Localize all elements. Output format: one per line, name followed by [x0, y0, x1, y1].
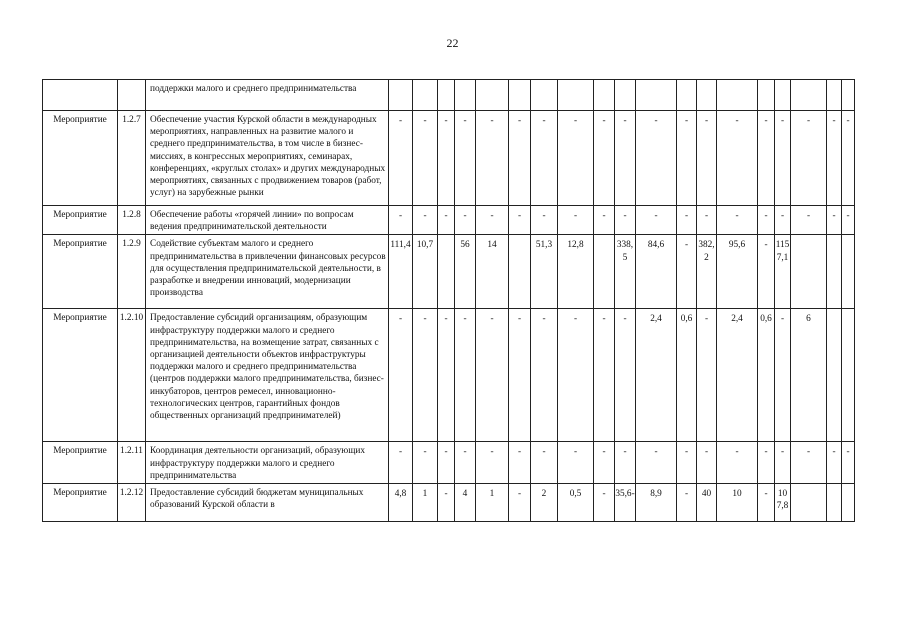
value-text: - — [463, 447, 467, 458]
value-cell — [531, 484, 558, 522]
value-cell — [697, 309, 717, 442]
value-cell — [677, 442, 697, 484]
value-cell — [842, 80, 855, 111]
value-text: - — [704, 314, 709, 325]
value-text: - — [832, 211, 836, 221]
row-type-cell — [43, 80, 118, 111]
value-cell — [531, 80, 558, 111]
value-cell — [594, 484, 615, 522]
value-cell — [509, 484, 531, 522]
value-cell — [842, 484, 855, 522]
value-cell — [758, 111, 775, 206]
value-cell — [615, 484, 636, 522]
value-text: 107,8 — [776, 489, 789, 512]
row-code-cell: 1.2.11 — [118, 442, 146, 484]
value-cell — [438, 206, 455, 235]
value-cell — [413, 111, 438, 206]
value-text: - — [735, 447, 739, 458]
value-cell — [775, 80, 791, 111]
value-cell — [775, 235, 791, 309]
value-cell — [455, 235, 476, 309]
value-cell — [455, 442, 476, 484]
value-cell — [615, 80, 636, 111]
value-cell — [413, 484, 438, 522]
value-cell — [758, 309, 775, 442]
value-cell — [531, 235, 558, 309]
value-text: - — [398, 211, 403, 221]
row-description-cell: Предоставление субсидий организациям, образующим инфраструктуру поддержки малого и среднего предпринимательства, на возмещение затрат, связанных с организацией деятельности объектов инфраструктуры поддержки малого и среднего предпринимательства (центров поддержки малого предпринимательства, бизнес-инкубаторов, центров ремесел, инновационно-технологических центров, гарантийных фондов общественных организаций предпринимателей) — [146, 309, 389, 442]
value-text: 12,8 — [567, 240, 584, 251]
row-description-cell: Обеспечение работы «горячей линии» по вопросам ведения предпринимательской деятельности — [146, 206, 389, 235]
row-description-cell: Координация деятельности организаций, образующих инфраструктуру поддержки малого и среднего предпринимательства — [146, 442, 389, 484]
value-cell — [827, 484, 842, 522]
value-text: - — [780, 116, 785, 126]
value-cell — [531, 206, 558, 235]
value-cell — [615, 111, 636, 206]
value-cell — [775, 111, 791, 206]
value-cell — [476, 484, 509, 522]
value-text: - — [654, 116, 658, 126]
value-text: 51,3 — [535, 240, 553, 251]
value-text: - — [573, 116, 578, 126]
value-cell — [791, 80, 827, 111]
value-cell — [476, 235, 509, 309]
row-type-cell: Мероприятие — [43, 309, 118, 442]
value-cell — [842, 442, 855, 484]
value-text: - — [832, 116, 836, 126]
row-description-cell: поддержки малого и среднего предпринимательства — [146, 80, 389, 111]
value-text: - — [444, 116, 448, 126]
table-row — [43, 111, 855, 206]
value-cell — [389, 235, 413, 309]
value-text: - — [573, 211, 578, 221]
table-row — [43, 235, 855, 309]
value-text: - — [444, 211, 448, 221]
value-cell — [389, 80, 413, 111]
value-cell — [594, 235, 615, 309]
value-cell — [697, 442, 717, 484]
value-cell — [758, 206, 775, 235]
value-text: 1 — [422, 489, 428, 500]
row-code-cell: 1.2.10 — [118, 309, 146, 442]
value-text: 8,9 — [650, 489, 662, 500]
value-cell — [438, 80, 455, 111]
value-text: 10,7 — [416, 240, 434, 251]
value-text: - — [490, 314, 494, 325]
value-text: - — [517, 447, 522, 458]
row-description-cell: Содействие субъектам малого и среднего предпринимательства в привлечении финансовых ресурсов для осуществления предпринимательской деятельности, в разработке и внедрении инноваций, модернизации производства — [146, 235, 389, 309]
row-type-cell: Мероприятие — [43, 206, 118, 235]
value-cell — [827, 442, 842, 484]
value-cell — [509, 111, 531, 206]
value-text: - — [423, 211, 427, 221]
value-cell — [413, 206, 438, 235]
value-text: - — [573, 314, 578, 325]
value-cell — [389, 309, 413, 442]
value-cell — [455, 206, 476, 235]
value-cell — [791, 309, 827, 442]
value-text: - — [490, 447, 494, 458]
value-cell — [558, 309, 594, 442]
value-cell — [476, 206, 509, 235]
value-text: - — [780, 447, 785, 458]
value-cell — [389, 206, 413, 235]
value-text: - — [602, 447, 606, 458]
table-row — [43, 484, 855, 522]
value-cell — [636, 442, 677, 484]
value-cell — [594, 111, 615, 206]
value-cell — [615, 235, 636, 309]
value-text: - — [517, 116, 522, 126]
value-cell — [697, 111, 717, 206]
value-text: - — [423, 116, 427, 126]
value-cell — [636, 235, 677, 309]
value-cell — [594, 80, 615, 111]
value-cell — [438, 484, 455, 522]
table-row — [43, 309, 855, 442]
value-text: - — [764, 211, 768, 221]
value-text: - — [806, 447, 811, 458]
value-cell — [758, 80, 775, 111]
value-text: - — [780, 314, 785, 325]
value-cell — [558, 206, 594, 235]
value-cell — [717, 235, 758, 309]
value-cell — [775, 206, 791, 235]
value-text: 6 — [806, 314, 811, 325]
page-number: 22 — [446, 36, 459, 50]
value-text: - — [423, 314, 427, 325]
value-cell — [758, 235, 775, 309]
value-text: - — [398, 116, 403, 126]
value-cell — [758, 484, 775, 522]
row-code-cell: 1.2.9 — [118, 235, 146, 309]
value-text: - — [602, 314, 606, 325]
row-description-cell: Предоставление субсидий бюджетам муниципальных образований Курской области в — [146, 484, 389, 522]
value-text: - — [398, 447, 403, 458]
value-text: - — [684, 240, 689, 251]
row-description-cell: Обеспечение участия Курской области в международных мероприятиях, направленных на развитие малого и среднего предпринимательства, в том числе в бизнес-миссиях, в конгрессных мероприятиях, семинарах, конференциях, «круглых столах» и других международных мероприятиях, связанных с продвижением товаров (работ, услуг) на зарубежные рынки — [146, 111, 389, 206]
value-cell — [413, 442, 438, 484]
value-text: - — [846, 447, 850, 458]
value-text: - — [806, 116, 811, 126]
value-text: - — [573, 447, 578, 458]
value-cell — [558, 111, 594, 206]
value-text: - — [764, 116, 768, 126]
row-type-cell: Мероприятие — [43, 484, 118, 522]
value-cell — [636, 484, 677, 522]
value-cell — [476, 309, 509, 442]
value-text: - — [846, 116, 850, 126]
value-text: - — [684, 116, 689, 126]
value-cell — [677, 111, 697, 206]
value-cell — [558, 442, 594, 484]
value-cell — [509, 235, 531, 309]
value-text: 0,6 — [760, 314, 772, 325]
value-cell — [438, 442, 455, 484]
value-cell — [476, 111, 509, 206]
value-text: - — [423, 447, 427, 458]
value-text: - — [684, 211, 689, 221]
table-row — [43, 80, 855, 111]
value-text: - — [704, 447, 709, 458]
value-cell — [791, 235, 827, 309]
value-text: - — [602, 211, 606, 221]
value-text: 10 — [732, 489, 742, 500]
value-cell — [636, 80, 677, 111]
value-cell — [697, 206, 717, 235]
value-text: 338,5 — [616, 240, 634, 263]
value-text: 4 — [462, 489, 468, 500]
value-cell — [636, 309, 677, 442]
value-text: - — [542, 211, 546, 221]
value-cell — [389, 111, 413, 206]
value-text: 1157,1 — [775, 240, 790, 263]
value-cell — [531, 111, 558, 206]
value-text: - — [602, 489, 606, 500]
value-cell — [791, 484, 827, 522]
value-cell — [775, 484, 791, 522]
value-text: - — [542, 116, 546, 126]
value-text: - — [463, 314, 467, 325]
value-cell — [558, 80, 594, 111]
value-cell — [842, 206, 855, 235]
value-cell — [677, 80, 697, 111]
value-text: 2,4 — [731, 314, 743, 325]
row-code-cell: 1.2.12 — [118, 484, 146, 522]
value-cell — [413, 309, 438, 442]
value-text: - — [764, 489, 768, 500]
value-cell — [636, 206, 677, 235]
value-cell — [827, 206, 842, 235]
value-cell — [615, 206, 636, 235]
value-cell — [509, 80, 531, 111]
value-cell — [476, 442, 509, 484]
value-cell — [636, 111, 677, 206]
value-cell — [842, 309, 855, 442]
value-cell — [827, 111, 842, 206]
value-cell — [697, 235, 717, 309]
value-text: - — [623, 314, 627, 325]
row-type-cell: Мероприятие — [43, 442, 118, 484]
row-code-cell: 1.2.8 — [118, 206, 146, 235]
value-cell — [509, 442, 531, 484]
value-text: 1 — [489, 489, 495, 500]
value-cell — [677, 484, 697, 522]
value-text: 84,6 — [647, 240, 665, 251]
value-cell — [717, 80, 758, 111]
row-code-cell — [118, 80, 146, 111]
value-cell — [455, 309, 476, 442]
value-cell — [842, 111, 855, 206]
value-cell — [842, 235, 855, 309]
value-text: - — [517, 211, 522, 221]
value-text: - — [764, 240, 768, 251]
value-text: - — [704, 211, 709, 221]
value-cell — [389, 442, 413, 484]
value-text: - — [517, 489, 522, 500]
value-text: - — [623, 116, 627, 126]
value-text: - — [684, 447, 689, 458]
value-text: - — [490, 211, 494, 221]
value-text: - — [846, 211, 850, 221]
value-text: - — [602, 116, 606, 126]
value-cell — [455, 111, 476, 206]
value-cell — [791, 111, 827, 206]
value-text: 0,5 — [569, 489, 582, 500]
value-cell — [717, 309, 758, 442]
value-cell — [615, 309, 636, 442]
value-text: - — [704, 116, 709, 126]
value-text: 0,6 — [680, 314, 693, 325]
value-text: - — [684, 489, 689, 500]
table-row — [43, 206, 855, 235]
value-cell — [827, 309, 842, 442]
row-code-cell: 1.2.7 — [118, 111, 146, 206]
value-text: 56 — [460, 240, 470, 251]
value-cell — [509, 309, 531, 442]
value-cell — [438, 235, 455, 309]
value-text: 40 — [701, 489, 712, 500]
value-text: - — [654, 447, 658, 458]
value-cell — [697, 484, 717, 522]
value-cell — [594, 442, 615, 484]
value-cell — [697, 80, 717, 111]
value-text: - — [764, 447, 768, 458]
value-text: 35,6- — [615, 489, 635, 500]
table-row — [43, 442, 855, 484]
value-cell — [615, 442, 636, 484]
value-cell — [509, 206, 531, 235]
value-cell — [413, 80, 438, 111]
value-text: - — [398, 314, 403, 325]
value-text: - — [654, 211, 658, 221]
events-table — [42, 79, 855, 522]
value-cell — [827, 235, 842, 309]
value-text: - — [542, 447, 546, 458]
value-text: 95,6 — [728, 240, 746, 251]
value-text: - — [542, 314, 546, 325]
value-cell — [438, 111, 455, 206]
value-cell — [476, 80, 509, 111]
value-cell — [791, 206, 827, 235]
value-cell — [717, 484, 758, 522]
value-cell — [677, 206, 697, 235]
value-text: 2,4 — [650, 314, 662, 325]
value-cell — [558, 235, 594, 309]
value-cell — [717, 206, 758, 235]
value-cell — [594, 206, 615, 235]
value-cell — [455, 80, 476, 111]
value-text: - — [780, 211, 785, 221]
value-cell — [775, 442, 791, 484]
value-cell — [413, 235, 438, 309]
value-cell — [531, 309, 558, 442]
value-text: 382,2 — [698, 240, 715, 263]
value-cell — [389, 484, 413, 522]
value-cell — [438, 309, 455, 442]
value-cell — [594, 309, 615, 442]
value-text: - — [832, 447, 836, 458]
row-type-cell: Мероприятие — [43, 111, 118, 206]
value-cell — [791, 442, 827, 484]
value-text: - — [806, 211, 811, 221]
value-cell — [775, 309, 791, 442]
value-text: - — [490, 116, 494, 126]
value-text: - — [735, 211, 739, 221]
value-cell — [827, 80, 842, 111]
value-cell — [717, 442, 758, 484]
value-text: 4,8 — [394, 489, 407, 500]
value-cell — [558, 484, 594, 522]
value-text: - — [444, 447, 448, 458]
value-text: - — [463, 211, 467, 221]
value-text: 14 — [487, 240, 497, 251]
value-cell — [758, 442, 775, 484]
value-text: - — [623, 211, 627, 221]
value-text: - — [463, 116, 467, 126]
value-text: - — [517, 314, 522, 325]
row-type-cell: Мероприятие — [43, 235, 118, 309]
value-text: - — [444, 314, 448, 325]
value-text: - — [735, 116, 739, 126]
value-cell — [531, 442, 558, 484]
value-text: - — [444, 489, 448, 500]
value-cell — [717, 111, 758, 206]
value-text: 2 — [541, 489, 547, 500]
value-cell — [677, 235, 697, 309]
value-cell — [455, 484, 476, 522]
value-text: 111,4 — [390, 240, 411, 251]
value-text: - — [623, 447, 627, 458]
value-cell — [677, 309, 697, 442]
